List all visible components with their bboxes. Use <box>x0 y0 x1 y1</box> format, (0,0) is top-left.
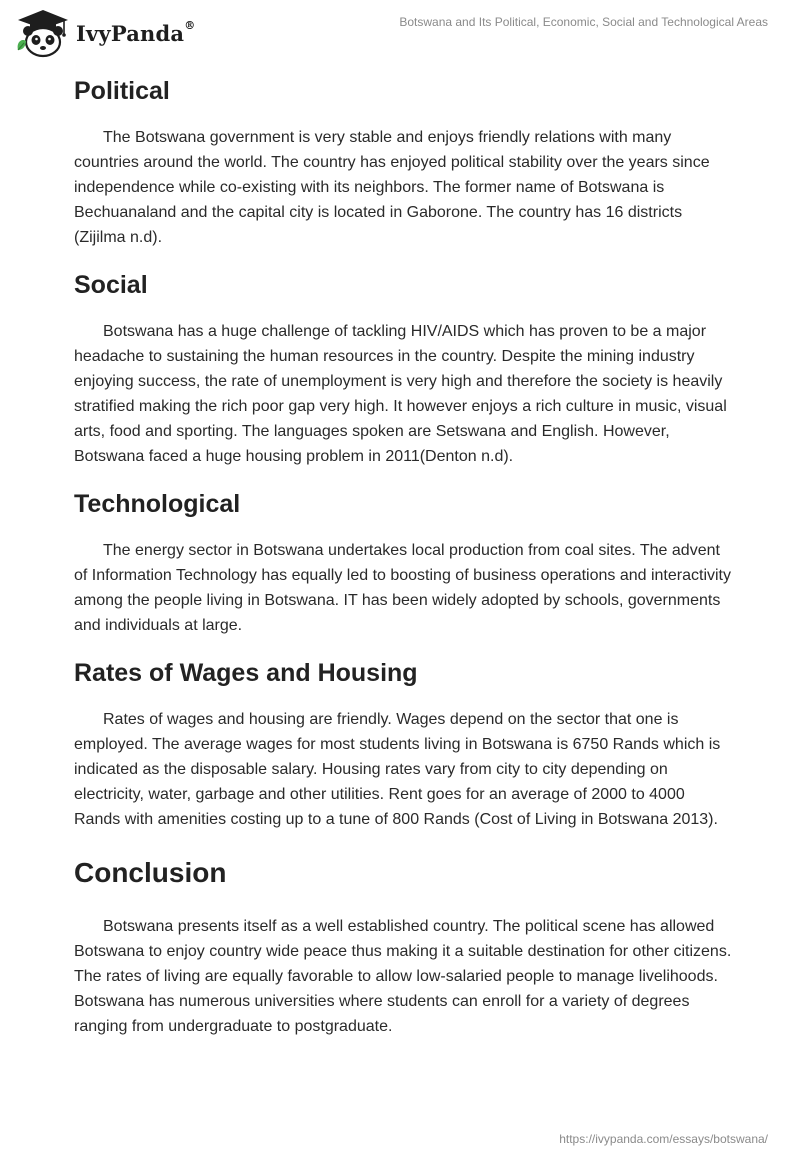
paragraph-political: The Botswana government is very stable and enjoys friendly relations with many countries around the world. The country has enjoyed political stability over the years since independence while co-existing with its neighbors. The former name of Botswana is Bechuanaland and the capital city is located in Gaborone. The country has 16 districts (Zijilma n.d). <box>74 129 710 246</box>
paragraph-technological: The energy sector in Botswana undertakes local production from coal sites. The advent of Information Technology has equally led to boosting of business operations and interactivity among the people living in Botswana. IT has been widely adopted by schools, governments and individuals at large. <box>74 542 731 634</box>
paragraph-rates-of-wages: Rates of wages and housing are friendly. Wages depend on the sector that one is employed. The average wages for most students living in Botswana is 6750 Rands which is indicated as the disposable salary. Housing rates vary from city to city depending on electricity, water, garbage and other utilities. Rent goes for an average of 2000 to 4000 Rands with amenities costing up to a tune of 800 Rands (Cost of Living in Botswana 2013). <box>74 711 721 828</box>
panda-graduation-cap-icon <box>14 8 72 58</box>
heading-social: Social <box>74 271 148 299</box>
heading-rates-of-wages: Rates of Wages and Housing <box>74 659 418 687</box>
registered-mark: ® <box>184 18 196 32</box>
document-title: Botswana and Its Political, Economic, Social and Technological Areas <box>399 15 768 29</box>
essay-content <box>74 70 734 1039</box>
source-url[interactable]: https://ivypanda.com/essays/botswana/ <box>559 1132 768 1146</box>
paragraph-conclusion: Botswana presents itself as a well established country. The political scene has allowed Botswana to enjoy country wide peace thus making it a suitable destination for other citizens. The rates of living are equally favorable to allow low-salaried people to manage livelihoods. Botswana has numerous universities where students can enroll for a variety of degrees ranging from undergraduate to postgraduate. <box>74 918 732 1035</box>
page-header <box>0 0 800 66</box>
paragraph-social: Botswana has a huge challenge of tackling HIV/AIDS which has proven to be a major headache to sustaining the human resources in the country. Despite the mining industry enjoying success, the rate of unemployment is very high and therefore the society is heavily stratified making the rich poor gap very high. It however enjoys a rich culture in music, visual arts, food and sporting. The languages spoken are Setswana and English. However, Botswana faced a huge housing problem in 2011(Denton n.d). <box>74 323 727 465</box>
logo-text: IvyPanda® <box>76 18 196 46</box>
heading-technological: Technological <box>74 490 241 518</box>
ivypanda-logo[interactable] <box>14 8 195 58</box>
heading-conclusion: Conclusion <box>74 857 227 888</box>
heading-political: Political <box>74 77 170 105</box>
